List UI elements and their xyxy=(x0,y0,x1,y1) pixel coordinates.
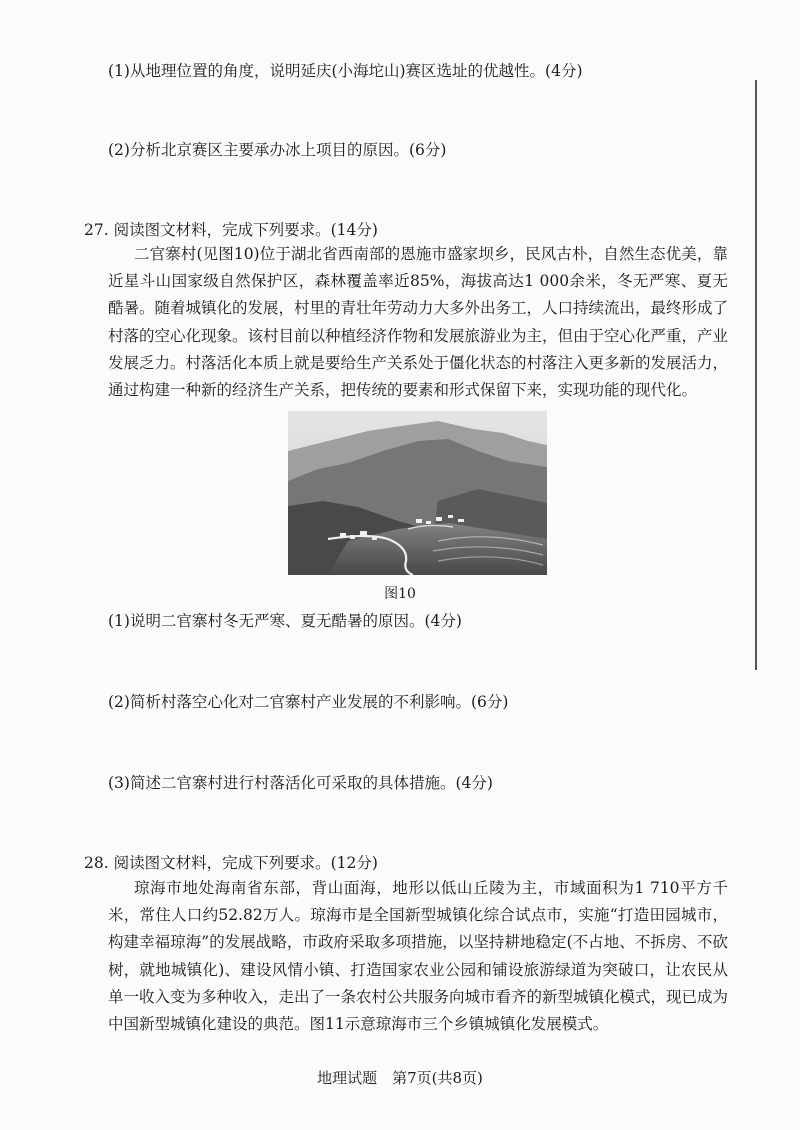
village-landscape-image xyxy=(288,411,547,575)
margin-rule xyxy=(755,80,757,670)
q26-sub2: (2)分析北京赛区主要承办冰上项目的原因。(6分) xyxy=(108,141,447,159)
q27-sub3: (3)简述二官寨村进行村落活化可采取的具体措施。(4分) xyxy=(108,774,493,792)
q28-paragraph: 琼海市地处海南省东部，背山面海，地形以低山丘陵为主，市域面积为1 710平方千米，常住人口约52.82万人。琼海市是全国新型城镇化综合试点市，实施“打造田园城市，构建幸福琼海”的发展战略，市政府采取多项措施，以坚持耕地稳定(不占地、不拆房、不砍树，就地城镇化)、建设风情小镇、打造国家农业公园和铺设旅游绿道为突破口，让农民从单一收入变为多种收入，走出了一条农村公共服务向城市看齐的新型城镇化模式，现已成为中国新型城镇化建设的典范。图11示意琼海市三个乡镇城镇化发展模式。 xyxy=(108,879,729,1034)
village-photo xyxy=(288,411,547,575)
q27-heading: 27. 阅读图文材料，完成下列要求。(14分) xyxy=(84,221,378,239)
q27-sub1: (1)说明二官寨村冬无严寒、夏无酷暑的原因。(4分) xyxy=(108,612,462,630)
q28-heading: 28. 阅读图文材料，完成下列要求。(12分) xyxy=(84,854,378,872)
q27-sub2: (2)简析村落空心化对二官寨村产业发展的不利影响。(6分) xyxy=(108,693,509,711)
figure-10-caption: 图10 xyxy=(384,586,416,602)
q26-sub1: (1)从地理位置的角度，说明延庆(小海坨山)赛区选址的优越性。(4分) xyxy=(108,62,583,80)
q27-paragraph: 二官寨村(见图10)位于湖北省西南部的恩施市盛家坝乡，民风古朴，自然生态优美，靠近星斗山国家级自然保护区，森林覆盖率近85%，海拔高达1 000余米，冬无严寒、夏无酷暑。随着城镇化的发展，村里的青壮年劳动力大多外出务工，人口持续流出，最终形成了村落的空心化现象。该村目前以种植经济作物和发展旅游业为主，但由于空心化严重，产业发展乏力。村落活化本质上就是要给生产关系处于僵化状态的村落注入更多新的发展活力，通过构建一种新的经济生产关系，把传统的要素和形式保留下来，实现功能的现代化。 xyxy=(108,245,729,400)
page-footer: 地理试题 第7页(共8页) xyxy=(317,1069,483,1087)
